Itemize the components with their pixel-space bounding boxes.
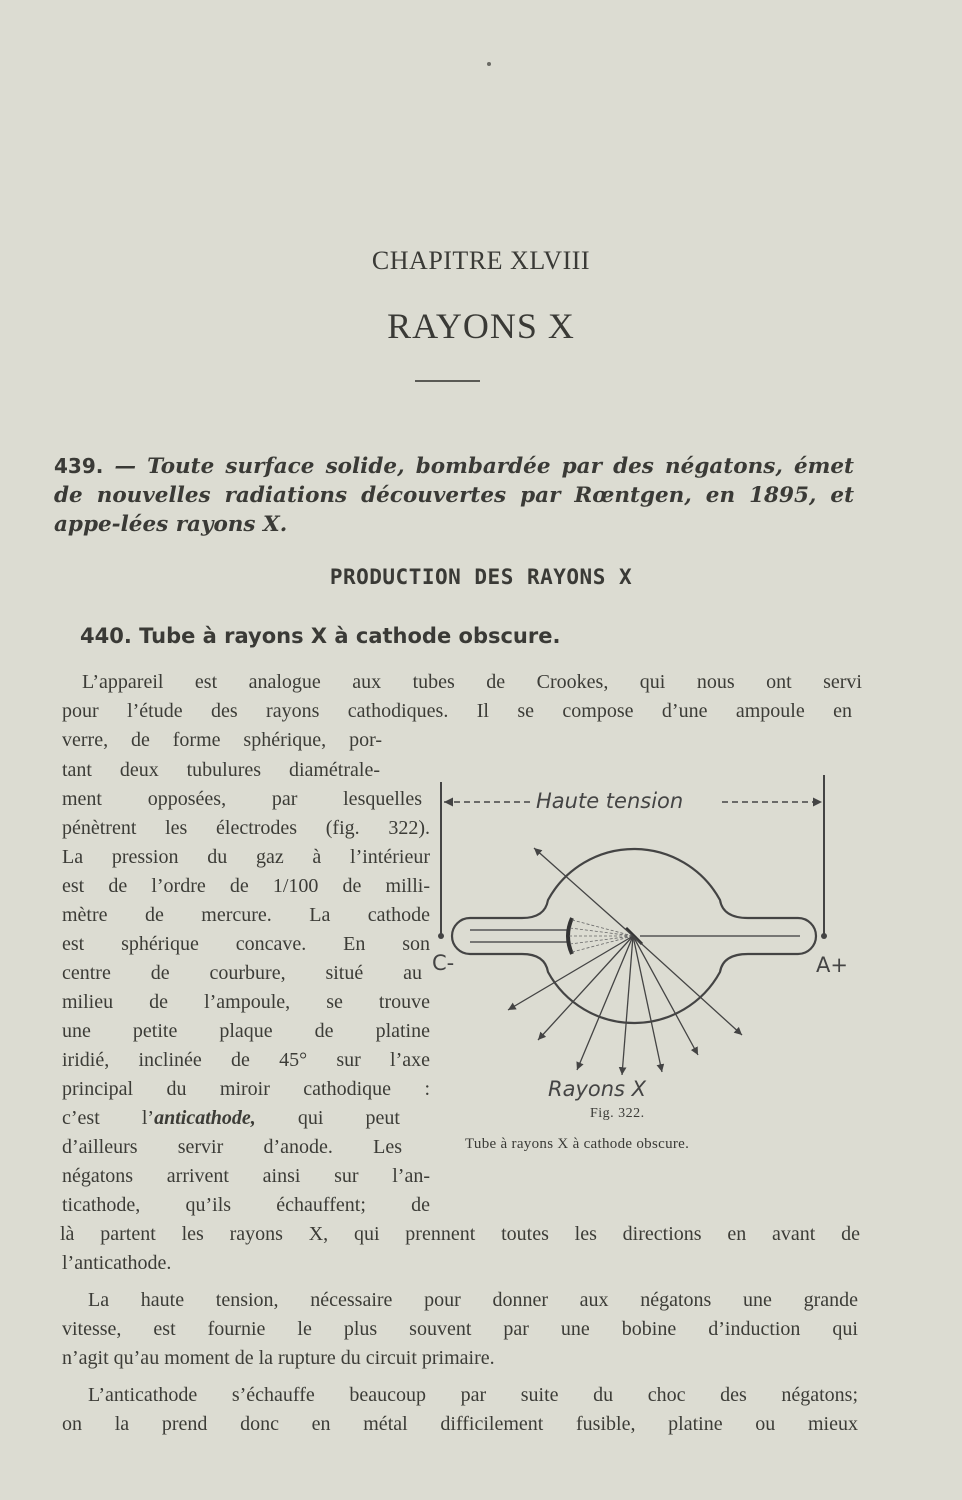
body-text: qui peut [255, 1107, 400, 1129]
body-line: on la prend donc en métal difficilement fusible, platine ou mieux [62, 1413, 858, 1435]
anticathode-term: anticathode, [154, 1107, 256, 1129]
body-line: est sphérique concave. En son [62, 933, 430, 955]
paragraph-dash: — [103, 454, 148, 479]
body-line: ticathode, qu’ils échauffent; de [62, 1194, 430, 1216]
body-line: La haute tension, nécessaire pour donner aux négatons une grande [88, 1289, 858, 1311]
body-line: pénètrent les électrodes (fig. 322). [62, 817, 430, 839]
body-line: une petite plaque de platine [62, 1020, 430, 1042]
body-line: principal du miroir cathodique : [62, 1078, 430, 1100]
body-line: là partent les rayons X, qui prennent toutes les directions en avant de [60, 1223, 860, 1245]
anode-terminal [821, 933, 827, 939]
subsection-title: 440. Tube à rayons X à cathode obscure. [80, 624, 561, 648]
body-line: centre de courbure, situé au [62, 962, 422, 984]
body-line: n’agit qu’au moment de la rupture du circuit primaire. [62, 1347, 495, 1369]
figure-caption: Tube à rayons X à cathode obscure. [465, 1136, 690, 1152]
paragraph-439 [54, 452, 854, 539]
body-line [62, 1107, 400, 1130]
body-line: tant deux tubulures diamétrale- [62, 759, 380, 781]
haute-tension-label: Haute tension [536, 789, 684, 813]
chapter-heading: CHAPITRE XLVIII [371, 246, 591, 275]
body-line: est de l’ordre de 1/100 de milli- [62, 875, 430, 897]
figure-number: Fig. 322. [590, 1106, 645, 1121]
ink-speck [487, 62, 491, 66]
section-title: PRODUCTION DES RAYONS X [329, 565, 633, 589]
body-line: pour l’étude des rayons cathodiques. Il se compose d’une ampoule en [62, 700, 852, 722]
rayons-x-label: Rayons X [548, 1077, 647, 1101]
body-line: vitesse, est fournie le plus souvent par une bobine d’induction qui [62, 1318, 858, 1340]
body-line: négatons arrivent ainsi sur l’an- [62, 1165, 430, 1187]
chapter-title: RAYONS X [387, 306, 575, 346]
body-line: d’ailleurs servir d’anode. Les [62, 1136, 402, 1158]
body-line: ment opposées, par lesquelles [62, 788, 422, 810]
anode-label: A+ [816, 953, 848, 977]
body-line: iridié, inclinée de 45° sur l’axe [62, 1049, 430, 1071]
cathode-label: C- [432, 951, 455, 975]
body-line: milieu de l’ampoule, se trouve [62, 991, 430, 1013]
cathode-terminal [438, 933, 444, 939]
body-line: mètre de mercure. La cathode [62, 904, 430, 926]
body-line: L’anticathode s’échauffe beaucoup par suite du choc des négatons; [88, 1384, 858, 1406]
paragraph-439-text: Toute surface solide, bombardée par des négatons, émet de nouvelles radiations découvertes par Rœntgen, en 1895, et appe-lées rayons X. [54, 454, 854, 537]
body-line: L’appareil est analogue aux tubes de Crookes, qui nous ont servi [82, 671, 862, 693]
body-line: l’anticathode. [62, 1252, 172, 1274]
body-text: c’est l’ [62, 1107, 155, 1129]
body-line: verre, de forme sphérique, por- [62, 729, 382, 751]
figure-322-diagram [430, 760, 860, 1110]
body-line: La pression du gaz à l’intérieur [62, 846, 430, 868]
paragraph-number: 439. [54, 454, 104, 478]
title-rule [415, 380, 480, 382]
